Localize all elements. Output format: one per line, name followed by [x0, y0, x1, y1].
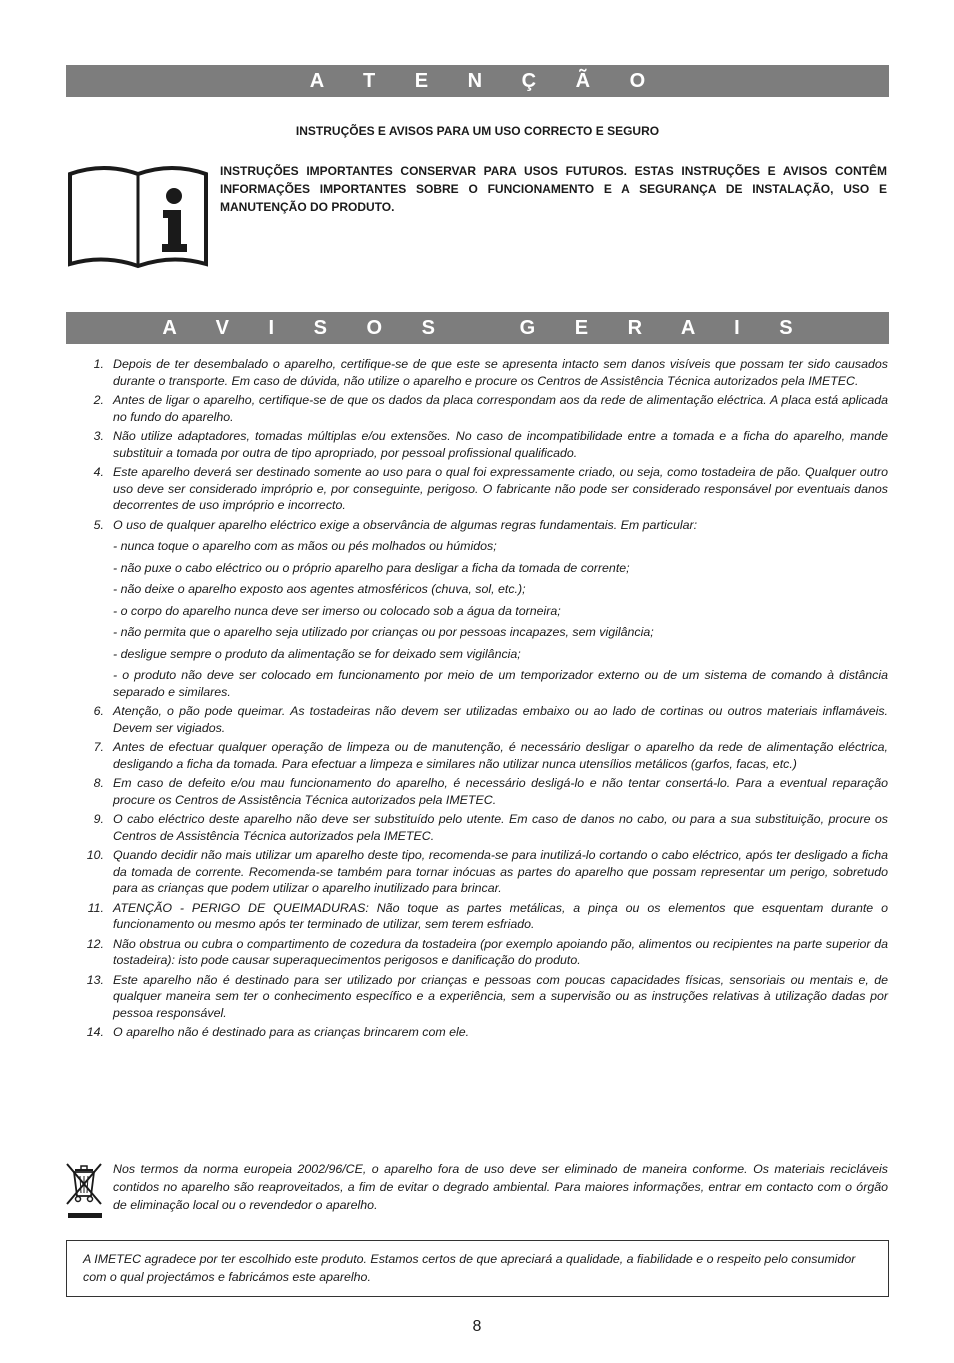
general-warnings-banner — [66, 312, 889, 344]
important-notice: INSTRUÇÕES IMPORTANTES CONSERVAR PARA USOS FUTUROS. ESTAS INSTRUÇÕES E AVISOS CONTÊM INFORMAÇÕES IMPORTANTES SOBRE O FUNCIONAMENTO E A SEGURANÇA DE INSTALAÇÃO, USO E MANUTENÇÃO DO PRODUTO. — [220, 164, 887, 214]
thanks-box — [66, 1240, 889, 1297]
instructions-subtitle: INSTRUÇÕES E AVISOS PARA UM USO CORRECTO E SEGURO — [295, 124, 660, 138]
list-item: 6. Atenção, o pão pode queimar. As tostadeiras não devem ser utilizadas embaixo ou ao lado de cortinas ou outros materiais inflamáveis. Devem ser vigiados. — [93, 704, 888, 735]
warnings-list — [66, 356, 888, 1044]
list-item: 8. Em caso de defeito e/ou mau funcionamento do aparelho, é necessário desligá-lo e não tentar consertá-lo. Para a eventual reparação procure os Centros de Assistência Técnica autorizados pela IMETEC. — [93, 776, 888, 807]
list-item: 14. O aparelho não é destinado para as crianças brincarem com ele. — [86, 1025, 470, 1039]
list-item: 11. ATENÇÃO - PERIGO DE QUEIMADURAS: Não toque as partes metálicas, a pinça ou os elementos que esquentam durante o funcionamento ou mesmo após ter terminado de utilizar, sem terem esfriado. — [87, 900, 888, 931]
info-manual-icon — [66, 162, 211, 270]
list-item: 4. Este aparelho deverá ser destinado somente ao uso para o qual foi expressamente criado, ou seja, como tostadeira de pão. Qualquer outro uso deve ser considerado impróprio e, por conseguinte, perigoso. O fabricante não pode ser considerado responsável por eventuais danos decorrentes de uso impróprio e incorrecto. — [93, 465, 888, 512]
list-item: 1. Depois de ter desembalado o aparelho, certifique-se de que este se apresenta intacto sem danos visíveis que possam ter sido causados durante o transporte. Em caso de dúvida, não utilize o aparelho e procure os Centros de Assistência Técnica autorizados pela IMETEC. — [93, 357, 888, 388]
general-warnings-title: A V I S O S G E R A I S — [162, 316, 810, 339]
sub-item: - nunca toque o aparelho com as mãos ou pés molhados ou húmidos; — [113, 539, 497, 553]
list-item: 5. O uso de qualquer aparelho eléctrico exige a observância de algumas regras fundamentais. Em particular: - nunca toque o aparelho com as mãos ou pés molhados ou húmidos; - não puxe o cabo eléctrico ou o próprio aparelho para desligar a ficha da tomada de corrente; - não deixe o aparelho exposto aos agentes atmosféricos (chuva, sol, etc.); - o corpo do aparelho nunca deve ser imerso ou colocado sob a água da torneira; - não permita que o aparelho seja utilizado por crianças ou por pessoas incapazes, sem vigilância; - desligue sempre o produto da alimentação se for deixado sem vigilância; - o produto não deve ser colocado em funcionamento por meio de um temporizador externo ou de um sistema de comando à distância separado e similares. — [93, 517, 888, 699]
sub-item: - não permita que o aparelho seja utilizado por crianças ou por pessoas incapazes, sem vigilância; — [113, 625, 654, 639]
list-item: 10. Quando decidir não mais utilizar um aparelho deste tipo, recomenda-se para inutilizá-lo cortando o cabo eléctrico, após ter desligado a ficha da tomada de corrente. Recomenda-se também para tornar inócuas as partes do aparelho que possam representar um perigo, sobretudo para as crianças que podem utilizar o aparelho inutilizado para brincar. — [86, 848, 888, 895]
page-number: 8 — [472, 1318, 482, 1335]
list-item: 3. Não utilize adaptadores, tomadas múltiplas e/ou extensões. No caso de incompatibilidade entre a tomada e a ficha do aparelho, mande substituir a tomada por outra de tipo apropriado, por pessoal profissional qualificado. — [93, 429, 888, 460]
list-item: 2. Antes de ligar o aparelho, certifique-se de que os dados da placa correspondam aos da rede de alimentação eléctrica. A placa está aplicada no fundo do aparelho. — [93, 393, 888, 424]
weee-crossed-bin-icon — [64, 1160, 104, 1220]
disposal-notice: Nos termos da norma europeia 2002/96/CE, o aparelho fora de uso deve ser eliminado de maneira conforme. Os materiais recicláveis contidos no aparelho são reaproveitados, a fim de evitar o degrado ambiental. Para maiores informações, entrar em contacto com o órgão de eliminação local ou o revendedor o aparelho. — [113, 1162, 888, 1212]
attention-banner — [66, 65, 889, 97]
list-item: 7. Antes de efectuar qualquer operação de limpeza ou de manutenção, é necessário desligar o aparelho da rede de alimentação eléctrica, desligando a ficha da tomada. Para efectuar a limpeza e similares não utilizar nunca utensílios metálicos (garfos, facas, etc.) — [93, 740, 888, 771]
sub-item: - não deixe o aparelho exposto aos agentes atmosféricos (chuva, sol, etc.); — [113, 582, 526, 596]
list-item: 9. O cabo eléctrico deste aparelho não deve ser substituído pelo utente. Em caso de danos no cabo, ou para a sua substituição, procure os Centros de Assistência Técnica autorizados pela IMETEC. — [93, 812, 888, 843]
thanks-text: A IMETEC agradece por ter escolhido este produto. Estamos certos de que apreciará a qualidade, a fiabilidade e o respeito pelo consumidor com o qual projectámos e fabricámos este aparelho. — [83, 1252, 856, 1284]
attention-banner-title: A T E N Ç Ã O — [309, 69, 663, 92]
sub-item: - não puxe o cabo eléctrico ou o próprio aparelho para desligar a ficha da tomada de corrente; — [113, 560, 630, 575]
list-item: 12. Não obstrua ou cubra o compartimento de cozedura da tostadeira (por exemplo apoiando pão, alimentos ou recipientes na parte superior da tostadeira): isto pode causar superaquecimentos perigosos e danificação do produto. — [86, 936, 888, 967]
list-item: 13. Este aparelho não é destinado para ser utilizado por crianças e pessoas com poucas capacidades físicas, sensoriais ou mentais e, de qualquer maneira sem ter o conhecimento específico e a experiência, sem a supervisão ou as instruções relativas à utilização dadas por pessoa responsável. — [86, 972, 888, 1020]
sub-item: - o produto não deve ser colocado em funcionamento por meio de um temporizador externo ou de um sistema de comando à distância separado e similares. — [113, 668, 888, 699]
sub-item: - o corpo do aparelho nunca deve ser imerso ou colocado sob a água da torneira; — [113, 603, 561, 618]
sub-item: - desligue sempre o produto da alimentação se for deixado sem vigilância; — [113, 646, 521, 661]
